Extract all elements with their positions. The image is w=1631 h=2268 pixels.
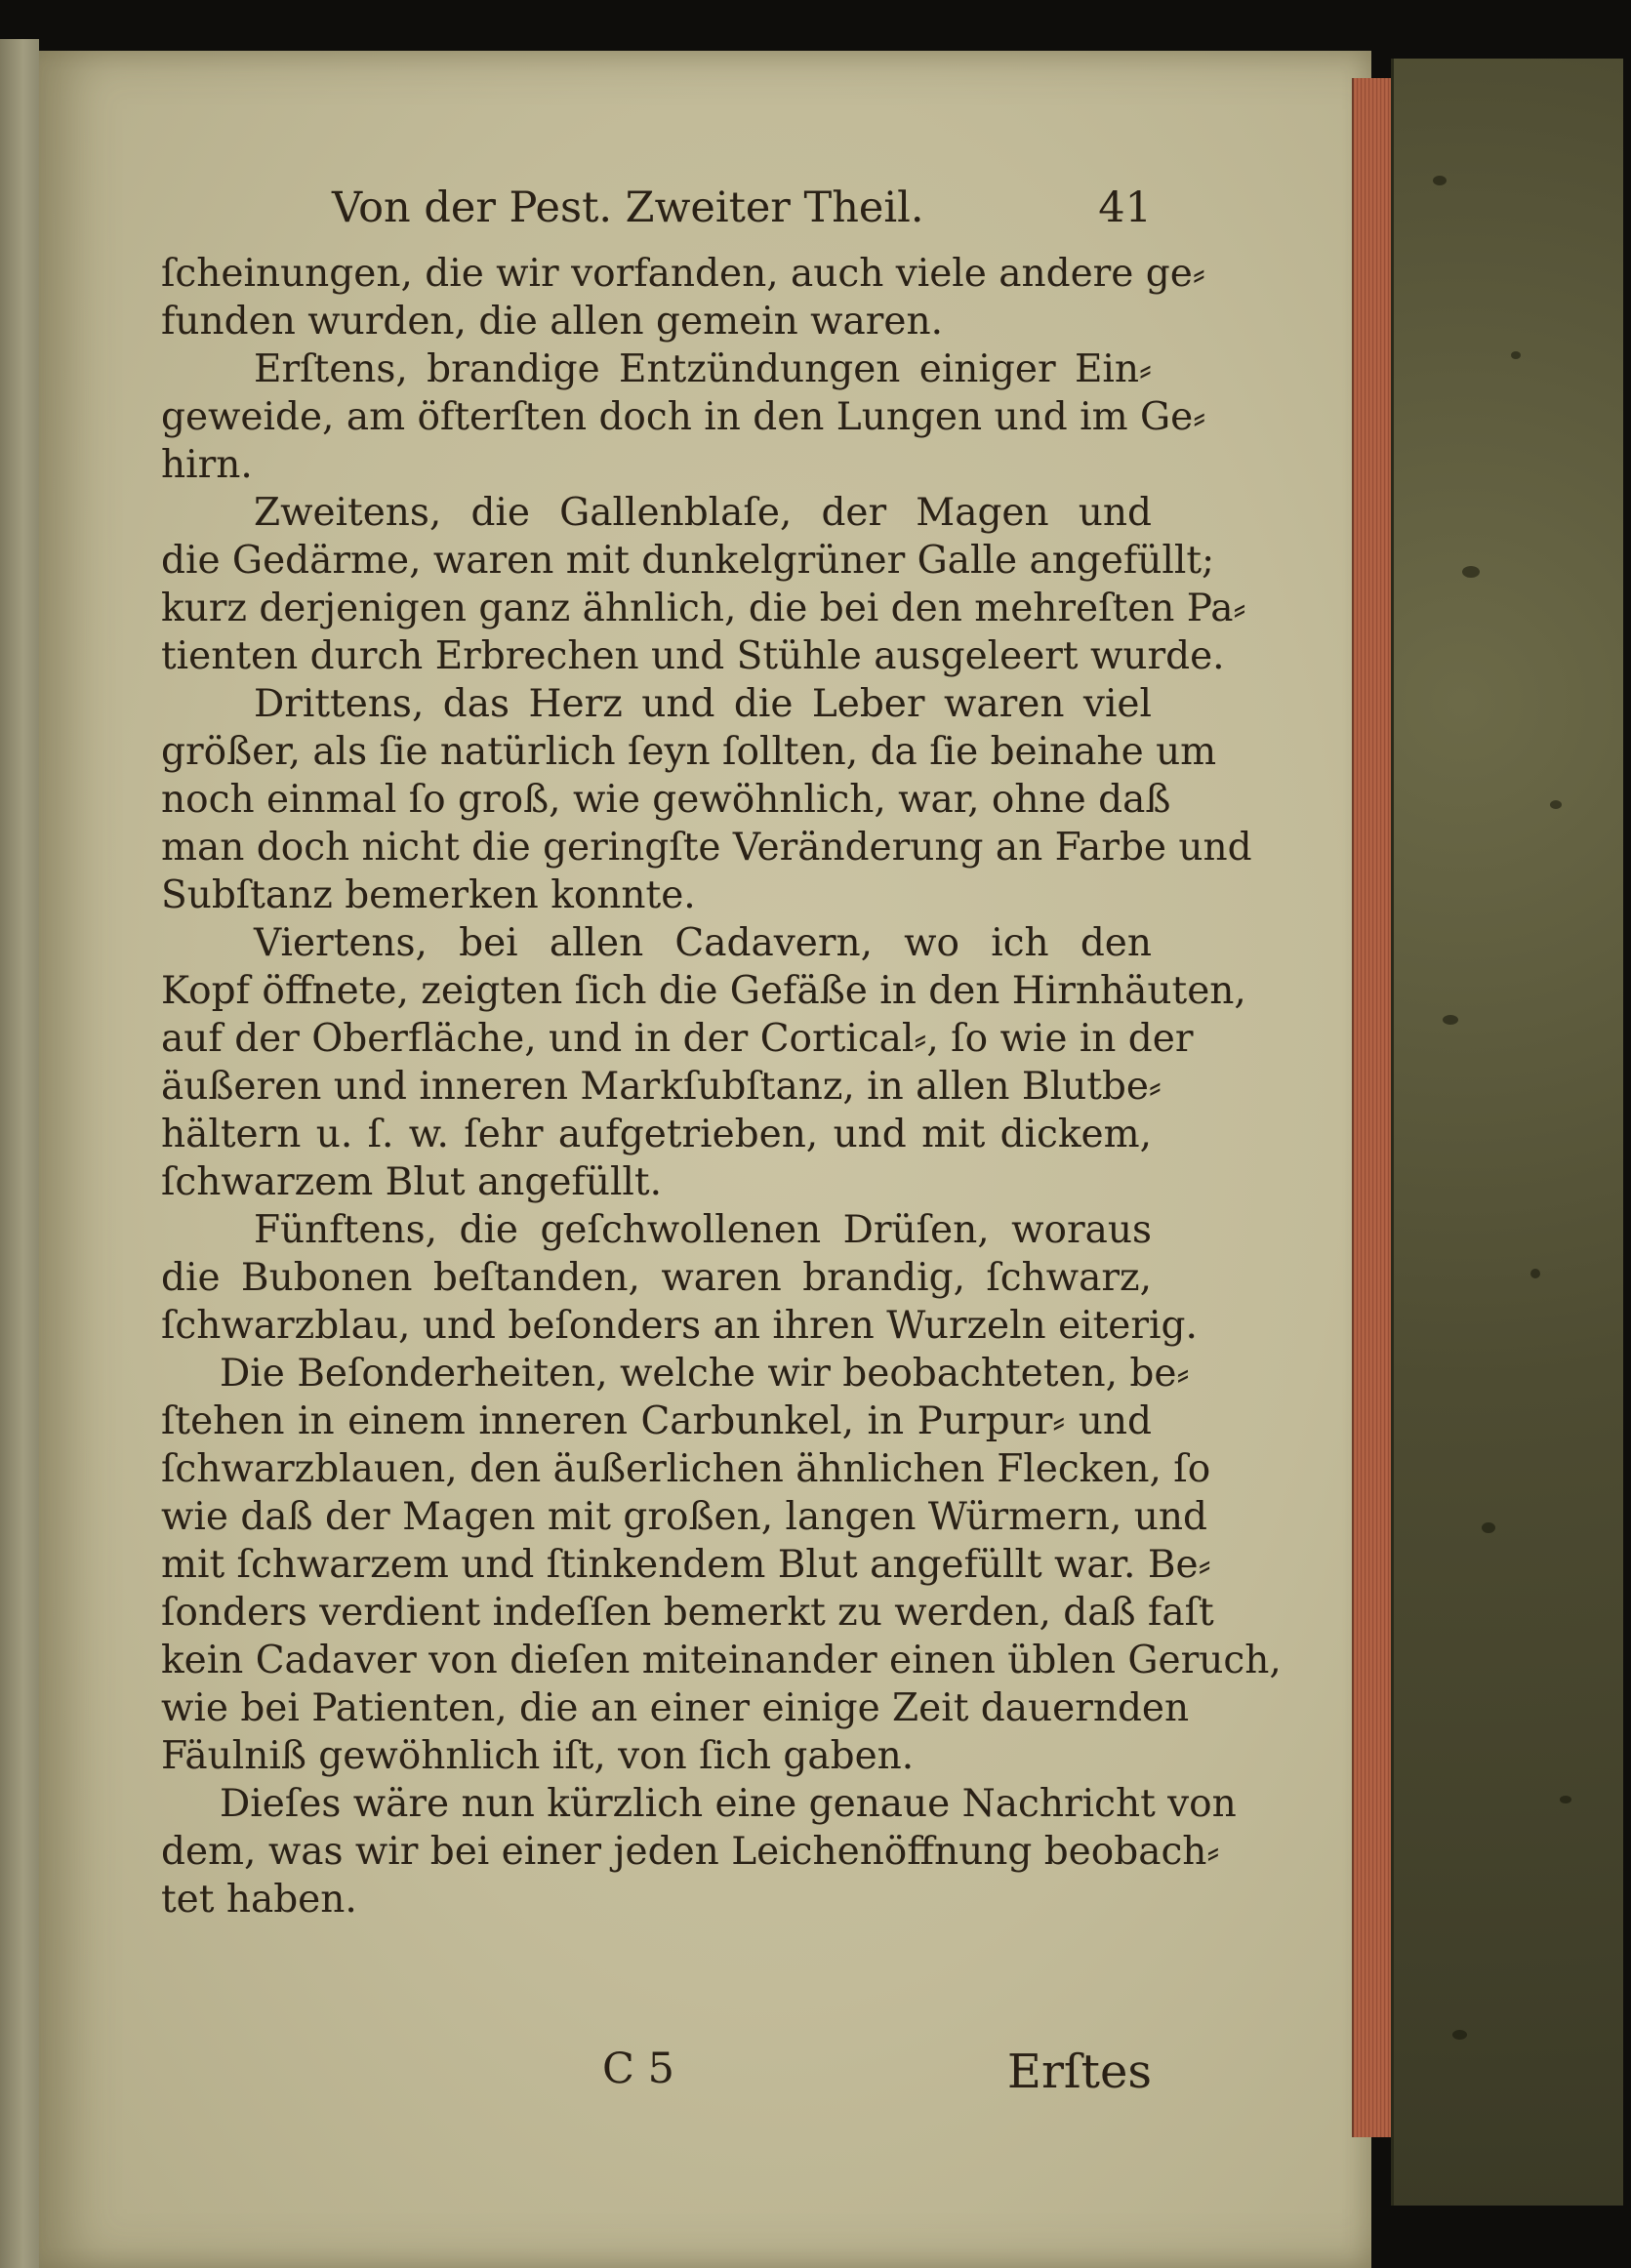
cover-speck <box>1462 566 1480 578</box>
text-line: ſchwarzblauen, den äußerlichen ähnlichen Flecken, ſo <box>161 1447 1211 1491</box>
text-line: ſchwarzblau, und beſonders an ihren Wurzeln eiterig. <box>161 1304 1198 1348</box>
text-line: hältern u. ſ. w. ſehr aufgetrieben, und mit dickem, <box>161 1113 1152 1156</box>
text-line: mit ſchwarzem und ſtinkendem Blut angefüllt war. Be⸗ <box>161 1543 1211 1587</box>
page-footer <box>161 2045 1152 2103</box>
text-line: ſonders verdient indeſſen bemerkt zu werden, daß faſt <box>161 1591 1214 1635</box>
text-line: geweide, am öfterſten doch in den Lungen und im Ge⸗ <box>161 395 1206 439</box>
text-line: ſcheinungen, die wir vorfanden, auch viele andere ge⸗ <box>161 252 1205 296</box>
signature-mark: C 5 <box>602 2045 674 2093</box>
text-line: wie daß der Magen mit großen, langen Würmern, und <box>161 1495 1207 1539</box>
text-line: man doch nicht die geringſte Veränderung an Farbe und <box>161 826 1252 870</box>
text-line: Subſtanz bemerken konnte. <box>161 873 696 917</box>
cover-speck <box>1433 176 1447 185</box>
text-line: Viertens, bei allen Cadavern, wo ich den <box>254 921 1152 965</box>
cover-speck <box>1511 351 1521 359</box>
book-cover-board <box>1391 59 1623 2206</box>
text-line: Drittens, das Herz und die Leber waren viel <box>254 682 1152 726</box>
text-line: kurz derjenigen ganz ähnlich, die bei den mehreſten Pa⸗ <box>161 587 1246 630</box>
text-line: die Gedärme, waren mit dunkelgrüner Galle angefüllt; <box>161 539 1215 583</box>
text-line: ſtehen in einem inneren Carbunkel, in Purpur⸗ und <box>161 1399 1152 1443</box>
text-line: größer, als ſie natürlich ſeyn ſollten, da ſie beinahe um <box>161 730 1217 774</box>
page-number: 41 <box>1098 183 1152 232</box>
text-line: die Bubonen beſtanden, waren brandig, ſchwarz, <box>161 1256 1152 1300</box>
cover-speck <box>1452 2030 1467 2040</box>
cover-speck <box>1560 1796 1571 1803</box>
page-header <box>332 183 1152 242</box>
text-line: funden wurden, die allen gemein waren. <box>161 300 944 344</box>
cover-speck <box>1482 1522 1495 1533</box>
text-line: auf der Oberfläche, und in der Cortical⸗, ſo wie in der <box>161 1017 1194 1061</box>
cover-speck <box>1530 1269 1540 1278</box>
text-line: hirn. <box>161 443 253 487</box>
text-line: Zweitens, die Gallenblaſe, der Magen und <box>254 491 1152 535</box>
previous-page-edge <box>0 39 39 2268</box>
text-line: noch einmal ſo groß, wie gewöhnlich, war, ohne daß <box>161 778 1171 822</box>
text-line: Erſtens, brandige Entzündungen einiger Ein⸗ <box>254 347 1152 391</box>
cover-speck <box>1443 1015 1458 1025</box>
running-title: Von der Pest. Zweiter Theil. <box>332 183 924 232</box>
page-block-edge <box>1352 78 1393 2137</box>
text-line: ſchwarzem Blut angefüllt. <box>161 1160 662 1204</box>
text-line: Dieſes wäre nun kürzlich eine genaue Nachricht von <box>220 1782 1237 1826</box>
text-line: Fünftens, die geſchwollenen Drüſen, woraus <box>254 1208 1152 1252</box>
cover-speck <box>1550 800 1562 809</box>
text-line: tienten durch Erbrechen und Stühle ausgeleert wurde. <box>161 634 1225 678</box>
text-line: Fäulniß gewöhnlich iſt, von ſich gaben. <box>161 1734 915 1778</box>
text-line: tet haben. <box>161 1878 357 1922</box>
text-line: kein Cadaver von dieſen miteinander einen üblen Geruch, <box>161 1639 1282 1682</box>
text-line: äußeren und inneren Markſubſtanz, in allen Blutbe⸗ <box>161 1065 1162 1109</box>
text-line: Die Beſonderheiten, welche wir beobachteten, be⸗ <box>220 1352 1190 1396</box>
text-line: wie bei Patienten, die an einer einige Zeit dauernden <box>161 1686 1190 1730</box>
text-line: Kopf öffnete, zeigten ſich die Gefäße in den Hirnhäuten, <box>161 969 1246 1013</box>
text-line: dem, was wir bei einer jeden Leichenöffnung beobach⸗ <box>161 1830 1220 1874</box>
catchword: Erſtes <box>1006 2045 1152 2099</box>
